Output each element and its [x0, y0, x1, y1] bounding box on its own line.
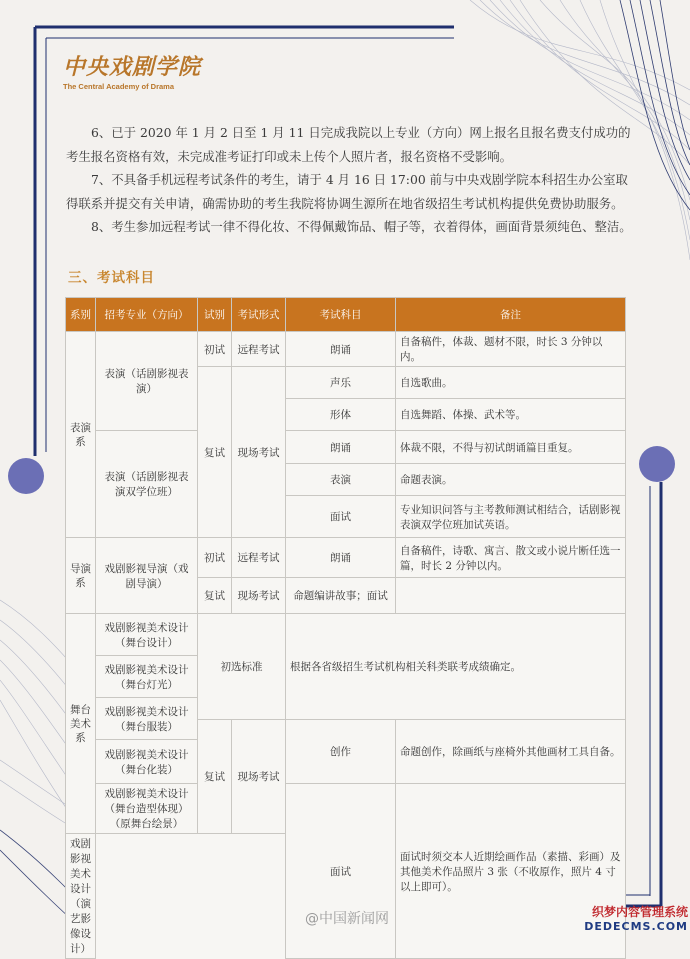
paragraph-6: 6、已于 2020 年 1 月 2 日至 1 月 11 日完成我院以上专业（方向）网上报名且报名费支付成功的考生报名资格有效，未完成准考证打印或未上传个人照片者，报名资格不受影响。	[66, 125, 631, 164]
note-cell: 自选歌曲。	[396, 367, 626, 399]
header-subject: 考试科目	[286, 298, 396, 332]
header-major: 招考专业（方向）	[96, 298, 198, 332]
mode-cell: 远程考试	[232, 332, 286, 367]
logo-chinese: 中央戏剧学院	[63, 54, 202, 80]
note-cell: 专业知识问答与主考教师测试相结合，话剧影视表演双学位班加试英语。	[396, 496, 626, 538]
section-title: 三、考试科目	[68, 270, 155, 286]
subject-cell: 面试	[286, 784, 396, 959]
major-cell: 戏剧影视导演（戏剧导演）	[96, 538, 198, 614]
subject-cell: 创作	[286, 720, 396, 784]
screening-note-cell: 根据各省级招生考试机构相关科类联考成绩确定。	[286, 614, 626, 720]
header-mode: 考试形式	[232, 298, 286, 332]
decorative-dot-right	[639, 446, 675, 482]
subject-cell: 朗诵	[286, 538, 396, 578]
round-cell: 初试	[198, 538, 232, 578]
paragraph-8: 8、考生参加远程考试一律不得化妆、不得佩戴饰品、帽子等，衣着得体，画面背景须纯色、整洁。	[91, 219, 632, 235]
major-cell: 戏剧影视美术设计（舞台灯光）	[96, 656, 198, 698]
corner-watermark-cn: 织梦内容管理系统	[591, 905, 688, 919]
source-watermark: @中国新闻网	[305, 911, 389, 927]
major-cell: 戏剧影视美术设计（舞台造型体现）（原舞台绘景）	[96, 784, 198, 834]
screening-cell: 初选标准	[198, 614, 286, 720]
exam-subjects-table	[65, 297, 626, 959]
table-row	[66, 538, 626, 578]
subject-cell: 声乐	[286, 367, 396, 399]
major-cell: 戏剧影视美术设计（舞台服装）	[96, 698, 198, 740]
round-cell: 复试	[198, 367, 232, 538]
table-row	[66, 431, 626, 464]
dept-cell: 舞台美术系	[66, 614, 96, 834]
header-note: 备注	[396, 298, 626, 332]
corner-watermark-en: DEDECMS.COM	[584, 920, 688, 933]
mode-cell: 现场考试	[232, 367, 286, 538]
note-cell: 自备稿件，体裁、题材不限，时长 3 分钟以内。	[396, 332, 626, 367]
subject-cell: 形体	[286, 399, 396, 431]
dept-cell: 表演系	[66, 332, 96, 538]
subject-cell: 朗诵	[286, 332, 396, 367]
decorative-dot-left	[8, 458, 44, 494]
note-cell: 自选舞蹈、体操、武术等。	[396, 399, 626, 431]
note-cell: 命题创作，除画纸与座椅外其他画材工具自备。	[396, 720, 626, 784]
table-row	[66, 784, 626, 834]
table-header-row	[66, 298, 626, 332]
major-cell: 戏剧影视美术设计（舞台化装）	[96, 740, 198, 784]
major-cell: 表演（话剧影视表演）	[96, 332, 198, 431]
mode-cell: 现场考试	[232, 578, 286, 614]
corner-watermark	[584, 903, 688, 933]
major-cell: 戏剧影视美术设计（演艺影像设计）	[66, 834, 96, 959]
subject-cell: 面试	[286, 496, 396, 538]
header-round: 试别	[198, 298, 232, 332]
note-cell	[396, 578, 626, 614]
round-cell: 复试	[198, 720, 232, 834]
notice-paragraphs	[66, 121, 632, 239]
note-cell: 体裁不限，不得与初试朗诵篇目重复。	[396, 431, 626, 464]
academy-logo	[63, 50, 201, 91]
subject-cell: 朗诵	[286, 431, 396, 464]
mode-cell: 现场考试	[232, 720, 286, 834]
note-cell: 面试时须交本人近期绘画作品（素描、彩画）及其他美术作品照片 3 张（不收原作，照片 4 寸以上即可）。	[396, 784, 626, 959]
table-row	[66, 614, 626, 656]
logo-english: The Central Academy of Drama	[63, 82, 175, 91]
paragraph-7: 7、不具备手机远程考试条件的考生，请于 4 月 16 日 17:00 前与中央戏剧学院本科招生办公室取得联系并提交有关申请，确需协助的考生我院将协调生源所在地省级招生考试机构提供免费协助服务。	[66, 172, 628, 211]
major-cell: 表演（话剧影视表演双学位班）	[96, 431, 198, 538]
round-cell: 初试	[198, 332, 232, 367]
round-cell: 复试	[198, 578, 232, 614]
subject-cell: 命题编讲故事；面试	[286, 578, 396, 614]
note-cell: 自备稿件，诗歌、寓言、散文或小说片断任选一篇，时长 2 分钟以内。	[396, 538, 626, 578]
table-row	[66, 332, 626, 367]
mode-cell: 远程考试	[232, 538, 286, 578]
major-cell: 戏剧影视美术设计（舞台设计）	[96, 614, 198, 656]
dept-cell: 导演系	[66, 538, 96, 614]
subject-cell: 表演	[286, 464, 396, 496]
header-dept: 系别	[66, 298, 96, 332]
note-cell: 命题表演。	[396, 464, 626, 496]
